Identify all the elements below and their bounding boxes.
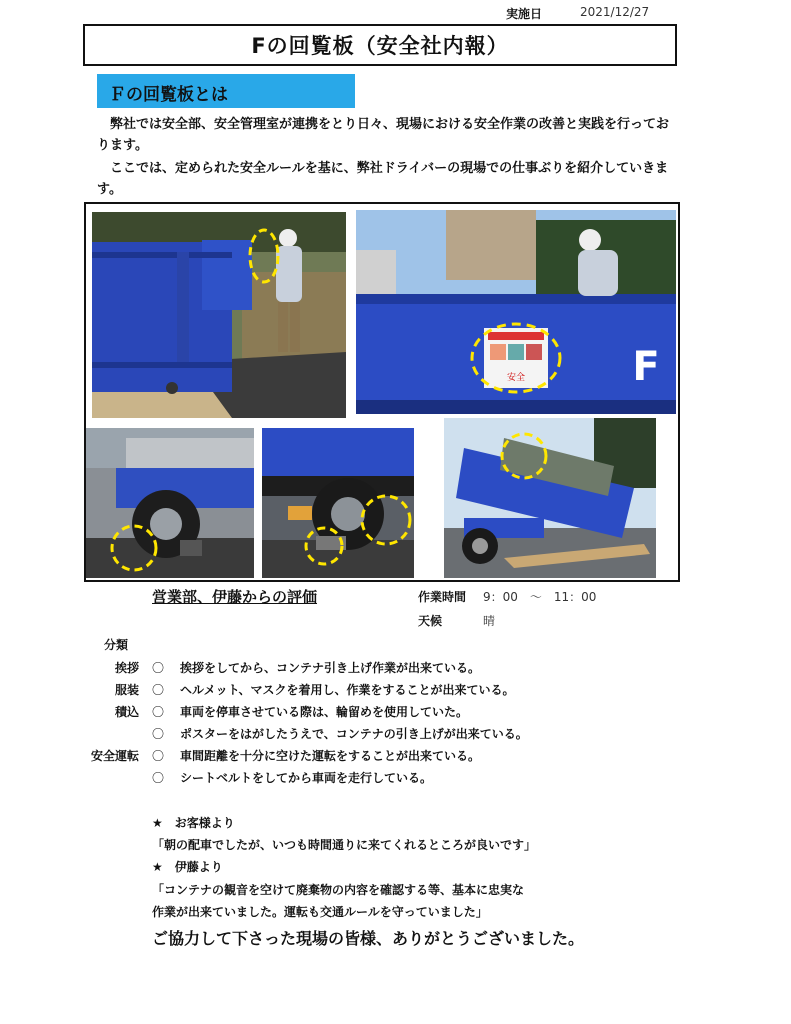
poster-marking: 安全: [506, 373, 526, 383]
check-mark: 〇: [152, 727, 165, 741]
evaluation-row: [0, 681, 791, 703]
photo-container-loading: [444, 418, 656, 578]
row-text: ヘルメット、マスクを着用し、作業をすることが出来ている。: [180, 683, 515, 697]
section-heading: Ｆの回覧板とは: [97, 74, 355, 108]
thanks-message: ご協力して下さった現場の皆様、ありがとうございました。: [152, 929, 585, 948]
row-text: ポスターをはがしたうえで、コンテナの引き上げが出来ている。: [180, 727, 528, 741]
check-mark: 〇: [152, 705, 165, 719]
row-category: 挨拶: [114, 661, 139, 675]
check-mark: 〇: [152, 661, 165, 675]
row-text: シートベルトをしてから車両を走行している。: [180, 771, 433, 785]
photo-wheel-chock-1: [86, 428, 254, 578]
check-mark: 〇: [152, 749, 165, 763]
customer-comment-heading: [152, 814, 235, 831]
page-title: Fの回覧板（安全社内報）: [83, 24, 677, 66]
category-header: 分類: [104, 638, 129, 652]
intro-paragraph-1: [97, 114, 677, 156]
photo-container-poster: [356, 210, 676, 414]
customer-comment-text: 「朝の配車でしたが、いつも時間通りに来てくれるところが良いです」: [152, 838, 537, 852]
date-value: 2021/12/27: [580, 5, 650, 19]
evaluation-row: [0, 769, 791, 791]
customer-comment-label: お客様より: [174, 816, 235, 830]
evaluation-row: [0, 747, 791, 769]
evaluation-row: [0, 659, 791, 681]
ito-comment-text-1: 「コンテナの観音を空けて廃棄物の内容を確認する等、基本に忠実な: [152, 883, 525, 897]
check-mark: 〇: [152, 771, 165, 785]
evaluation-title: 営業部、伊藤からの評価: [152, 588, 318, 606]
work-time-label: 作業時間: [418, 590, 467, 604]
photo-wheel-chock-2: [262, 428, 414, 578]
work-time-value: 9：00 ～ 11：00: [483, 590, 597, 604]
row-text: 車間距離を十分に空けた運転をすることが出来ている。: [180, 749, 481, 763]
photo-collage: [84, 202, 680, 582]
weather-label: 天候: [418, 614, 443, 628]
check-mark: 〇: [152, 683, 165, 697]
row-text: 車両を停車させている際は、輪留めを使用していた。: [180, 705, 469, 719]
photo-worker-container: [92, 212, 346, 418]
row-category: 積込: [114, 705, 139, 719]
ito-comment-label: 伊藤より: [174, 860, 223, 874]
evaluation-row: [0, 725, 791, 747]
star-icon: ★: [152, 860, 163, 874]
star-icon: ★: [152, 816, 163, 830]
row-text: 挨拶をしてから、コンテナ引き上げ作業が出来ている。: [180, 661, 481, 675]
weather-value: 晴: [483, 614, 496, 628]
intro-text-1: 弊社では安全部、安全管理室が連携をとり日々、現場における安全作業の改善と実践を行っております。: [97, 117, 670, 153]
date-label: 実施日: [506, 7, 543, 21]
row-category: 安全運転: [90, 749, 139, 763]
intro-text-2: ここでは、定められた安全ルールを基に、弊社ドライバーの現場での仕事ぶりを紹介していきます。: [97, 161, 669, 197]
ito-comment-heading: [152, 858, 223, 875]
row-category: 服装: [114, 683, 139, 697]
intro-paragraph-2: [97, 158, 677, 200]
container-marking: F: [632, 344, 660, 390]
evaluation-row: [0, 703, 791, 725]
ito-comment-text-2: 作業が出来ていました。運転も交通ルールを守っていました」: [152, 905, 488, 919]
